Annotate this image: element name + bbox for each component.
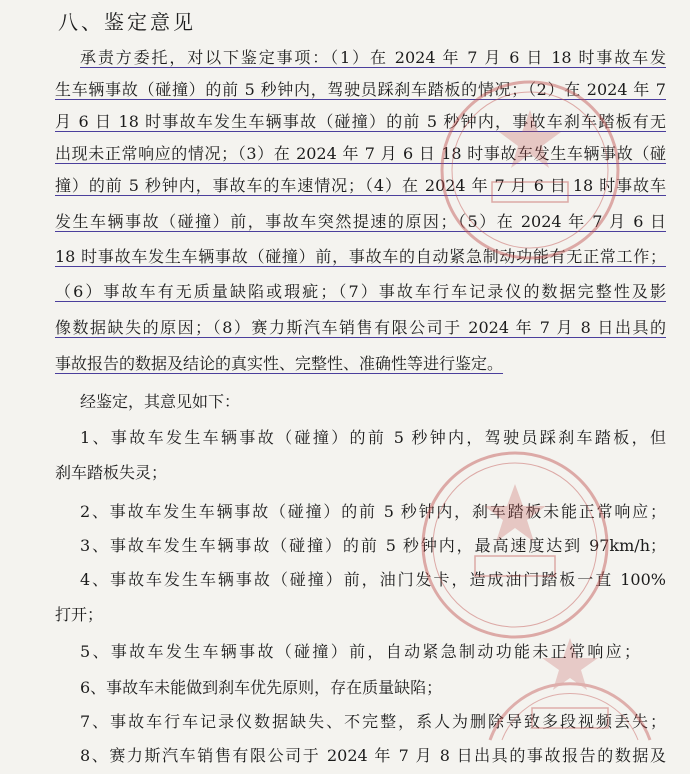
intro-line: 18 时事故车发生车辆事故（碰撞）前，事故车的自动紧急制动功能有无正常工作； bbox=[55, 247, 666, 266]
opinion-item: 8、赛力斯汽车销售有限公司于 2024 年 7 月 8 日出具的事故报告的数据及 bbox=[80, 746, 666, 765]
intro-line: 生车辆事故（碰撞）的前 5 秒钟内，驾驶员踩刹车踏板的情况；（2）在 2024 年 7 bbox=[55, 80, 666, 99]
intro-line: 承责方委托，对以下鉴定事项：（1）在 2024 年 7 月 6 日 18 时事故车发 bbox=[80, 48, 666, 67]
opinion-intro: 经鉴定，其意见如下： bbox=[80, 392, 241, 411]
intro-line: 月 6 日 18 时事故车发生车辆事故（碰撞）的前 5 秒钟内，事故车刹车踏板有无 bbox=[55, 112, 666, 131]
opinion-item: 刹车踏板失灵； bbox=[55, 463, 168, 482]
intro-line: 像数据缺失的原因；（8）赛力斯汽车销售有限公司于 2024 年 7 月 8 日出具的 bbox=[55, 318, 666, 337]
opinion-item: 7、事故车行车记录仪数据缺失、不完整，系人为删除导致多段视频丢失； bbox=[80, 712, 666, 731]
opinion-item: 5、事故车发生车辆事故（碰撞）前，自动紧急制动功能未正常响应； bbox=[80, 642, 640, 661]
opinion-item: 1、事故车发生车辆事故（碰撞）的前 5 秒钟内，驾驶员踩刹车踏板，但 bbox=[80, 428, 666, 447]
intro-line: 事故报告的数据及结论的真实性、完整性、准确性等进行鉴定。 bbox=[55, 354, 504, 373]
intro-line: （6）事故车有无质量缺陷或瑕疵；（7）事故车行车记录仪的数据完整性及影 bbox=[55, 282, 666, 301]
section-title: 八、鉴定意见 bbox=[58, 10, 196, 34]
opinion-item: 2、事故车发生车辆事故（碰撞）的前 5 秒钟内，刹车踏板未能正常响应； bbox=[80, 502, 666, 521]
seal-stamp-icon bbox=[470, 590, 670, 760]
intro-line: 撞）的前 5 秒钟内，事故车的车速情况；（4）在 2024 年 7 月 6 日 18 时事故车 bbox=[55, 176, 666, 195]
opinion-item: 4、事故车发生车辆事故（碰撞）前，油门发卡，造成油门踏板一直 100% bbox=[80, 570, 666, 589]
intro-line: 发生车辆事故（碰撞）前，事故车突然提速的原因；（5）在 2024 年 7 月 6 日 bbox=[55, 212, 666, 231]
intro-line: 出现未正常响应的情况；（3）在 2024 年 7 月 6 日 18 时事故车发生车辆事故（碰 bbox=[55, 144, 666, 163]
opinion-item: 3、事故车发生车辆事故（碰撞）的前 5 秒钟内，最高速度达到 97km/h； bbox=[80, 536, 666, 555]
opinion-item: 打开； bbox=[55, 605, 104, 624]
opinion-item: 6、事故车未能做到刹车优先原则，存在质量缺陷； bbox=[80, 678, 443, 697]
